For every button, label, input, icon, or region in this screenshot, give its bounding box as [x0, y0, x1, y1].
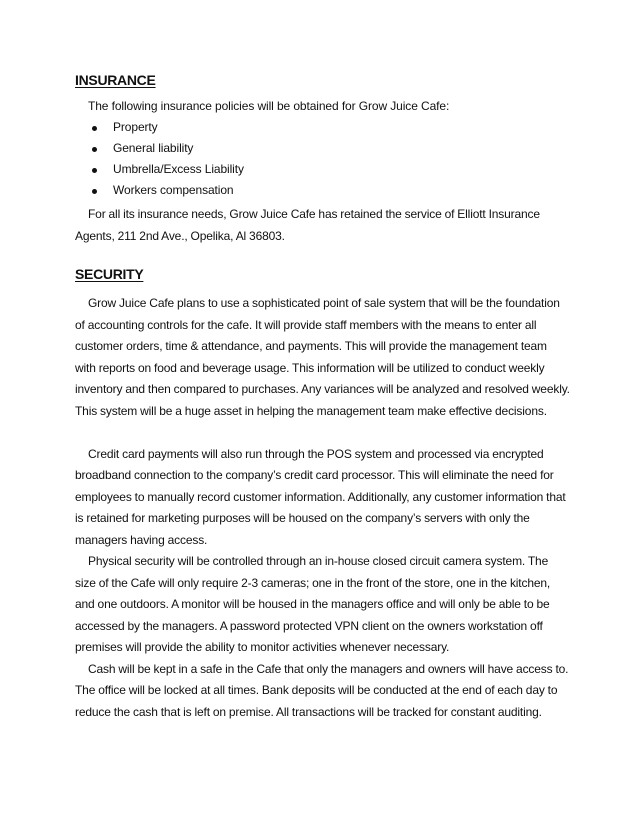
bullet-icon: [92, 126, 97, 131]
security-paragraph-cash: Cash will be kept in a safe in the Cafe that only the managers and owners will have access to. The office will be locked at all times. Bank deposits will be conducted at the end of each day to reduce the cash that is left on premise. All transactions will be tracked for constant auditing.: [75, 661, 569, 719]
bullet-icon: [92, 147, 97, 152]
security-heading: SECURITY: [75, 266, 144, 282]
insurance-closing-paragraph: For all its insurance needs, Grow Juice Cafe has retained the service of Elliott Insurance Agents, 211 2nd Ave., Opelika, Al 36803.: [75, 207, 540, 243]
insurance-heading: INSURANCE: [75, 72, 156, 88]
policy-label: Workers compensation: [113, 183, 234, 197]
bullet-icon: [92, 168, 97, 173]
insurance-intro: The following insurance policies will be obtained for Grow Juice Cafe:: [88, 99, 450, 113]
security-paragraph-physical: Physical security will be controlled through an in-house closed circuit camera system. The size of the Cafe will only require 2-3 cameras; one in the front of the store, one in the kitchen, and one outdoors. A monitor will be housed in the managers office and will only be able to be accessed by the managers. A password protected VPN client on the owners workstation off premises will provide the ability to monitor activities whenever necessary.: [75, 554, 551, 654]
policy-label: General liability: [113, 141, 194, 155]
policy-label: Umbrella/Excess Liability: [113, 162, 244, 176]
bullet-icon: [92, 189, 97, 194]
security-paragraph-pos: Grow Juice Cafe plans to use a sophisticated point of sale system that will be the foundation of accounting controls for the cafe. It will provide staff members with the means to enter all customer orders, time & attendance, and payments. This will provide the management team with reports on food and beverage usage. This information will be utilized to conduct weekly inventory and then compared to purchases. Any variances will be analyzed and resolved weekly. This system will be a huge asset in helping the management team make effective decisions.: [75, 296, 570, 418]
policy-label: Property: [113, 120, 158, 134]
security-paragraph-credit-card: Credit card payments will also run through the POS system and processed via encrypted broadband connection to the company’s credit card processor. This will eliminate the need for employees to manually record customer information. Additionally, any customer information that is retained for marketing purposes will be housed on the company’s servers with only the managers having access.: [75, 446, 566, 547]
